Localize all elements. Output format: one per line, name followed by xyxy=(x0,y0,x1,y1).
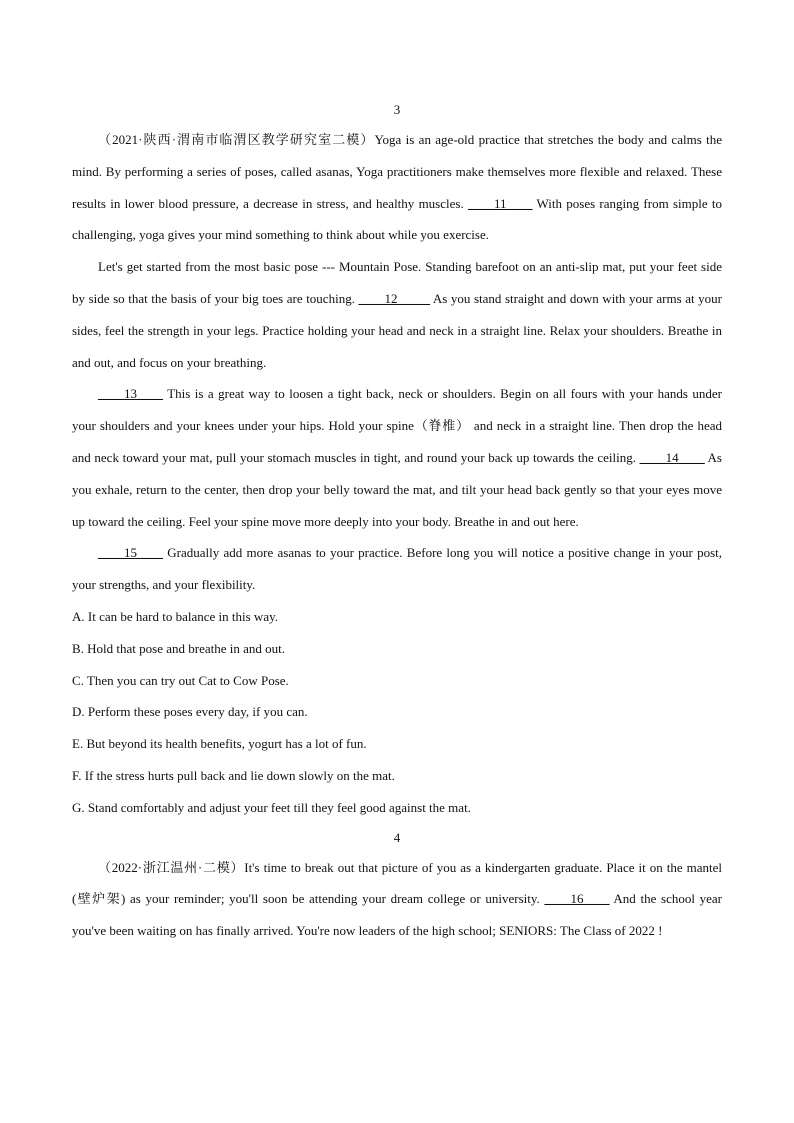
source-citation: （2022·浙江温州·二模） xyxy=(98,859,245,875)
paragraph-text: Let's get started from the most basic pose --- Mountain Pose. Standing barefoot on an anti-slip mat, put your feet side by side so that the basis of your big toes are touching. xyxy=(72,259,722,306)
paragraph-text: It's time to break out that picture of you as a kindergarten graduate. Place it on the mantel (壁炉架) as your reminder; you'll soon be attending your dream college or university. xyxy=(72,859,722,907)
blank-14: ____14____ xyxy=(639,449,705,465)
document-page xyxy=(72,96,722,947)
options-list xyxy=(72,601,722,824)
paragraph-text: As you stand straight and down with your arms at your sides, feel the strength in your legs. Practice holding your head and neck in a straight line. Relax your shoulders. Breathe in and out, and focus on your breathing. xyxy=(72,290,723,370)
paragraph-text: Gradually add more asanas to your practice. Before long you will notice a positive change in your post, your strengths, and your flexibility. xyxy=(72,545,722,593)
question-number-3: 3 xyxy=(393,102,401,117)
option-d: D. Perform these poses every day, if you can. xyxy=(72,704,308,720)
option-b: B. Hold that pose and breathe in and out. xyxy=(72,640,286,656)
passage-4-paragraph-1 xyxy=(72,852,722,947)
paragraph-text: This is a great way to loosen a tight back, neck or shoulders. Begin on all fours with your hands under your shoulders and your knees under your hips. Hold your spine（脊椎） and neck in a straight line. Then drop the head and neck toward your mat, pull your stomach muscles in tight, and round your back up towards the ceiling. xyxy=(72,386,722,465)
passage-3-paragraph-3 xyxy=(72,378,722,537)
blank-15: ____15____ xyxy=(98,545,163,561)
option-c: C. Then you can try out Cat to Cow Pose. xyxy=(72,672,289,688)
blank-16: ____16____ xyxy=(544,891,610,907)
passage-3-paragraph-1 xyxy=(72,124,722,251)
paragraph-text: And the school year you've been waiting on has finally arrived. You're now leaders of the high school; SENIORS: The Class of 2022 ! xyxy=(72,891,722,939)
paragraph-text: Yoga is an age-old practice that stretches the body and calms the mind. By performing a series of poses, called asanas, Yoga practitioners make themselves more flexible and relaxed. These results in lower blood pressure, a decrease in stress, and healthy muscles. xyxy=(72,132,722,211)
blank-11: ____11____ xyxy=(467,195,533,211)
paragraph-text: As you exhale, return to the center, then drop your belly toward the mat, and tilt your head back gently so that your eyes move up toward the ceiling. Feel your spine move more deeply into your body. Breathe in and out here. xyxy=(72,449,722,529)
paragraph-text: With poses ranging from simple to challenging, yoga gives your mind something to think about while you exercise. xyxy=(72,195,722,243)
passage-3-paragraph-4 xyxy=(72,537,722,601)
question-number-4: 4 xyxy=(393,829,401,845)
option-a: A. It can be hard to balance in this way. xyxy=(72,608,279,624)
option-f: F. If the stress hurts pull back and lie down slowly on the mat. xyxy=(72,767,395,783)
passage-3-paragraph-2 xyxy=(72,251,722,378)
blank-12: ____12_____ xyxy=(358,290,431,306)
option-g: G. Stand comfortably and adjust your feet till they feel good against the mat. xyxy=(72,799,471,815)
source-citation: （2021·陕西·渭南市临渭区教学研究室二模） xyxy=(98,132,375,147)
option-e: E. But beyond its health benefits, yogurt has a lot of fun. xyxy=(72,736,367,752)
blank-13: ____13____ xyxy=(98,386,163,402)
